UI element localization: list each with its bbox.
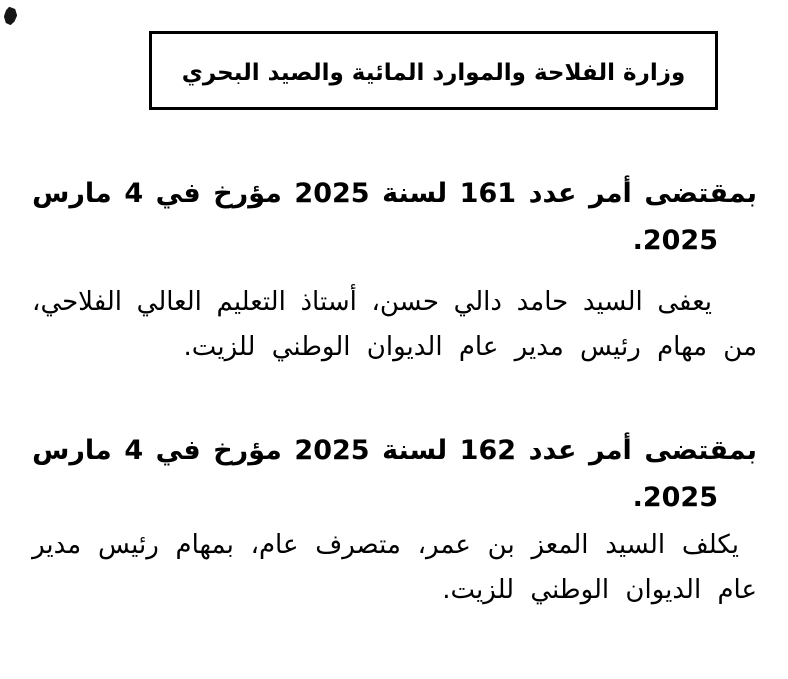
decree-161-body-paragraph <box>32 280 757 370</box>
decree-162-body-line-2: عام الديوان الوطني للزيت. <box>442 575 757 605</box>
decree-162-heading-line-2: 2025. <box>632 482 718 513</box>
decree-161-heading <box>32 170 757 264</box>
decree-161-body-line-1: يعفى السيد حامد دالي حسن، أستاذ التعليم العالي الفلاحي، <box>32 287 712 317</box>
decree-161-body-line-2: من مهام رئيس مدير عام الديوان الوطني للزيت. <box>183 332 757 362</box>
decree-162-heading-line-1: بمقتضى أمر عدد 162 لسنة 2025 مؤرخ في 4 مارس <box>32 435 757 466</box>
decree-161-heading-line-2: 2025. <box>632 225 718 256</box>
ministry-title: وزارة الفلاحة والموارد المائية والصيد البحري <box>181 59 686 86</box>
ministry-header-box <box>149 31 718 110</box>
decree-162-heading <box>32 427 757 521</box>
corner-ink-mark <box>3 6 18 26</box>
decree-162-body-paragraph <box>32 523 757 613</box>
decree-162-body-line-1: يكلف السيد المعز بن عمر، متصرف عام، بمهام رئيس مدير <box>32 530 739 560</box>
decree-161-heading-line-1: بمقتضى أمر عدد 161 لسنة 2025 مؤرخ في 4 مارس <box>32 178 757 209</box>
